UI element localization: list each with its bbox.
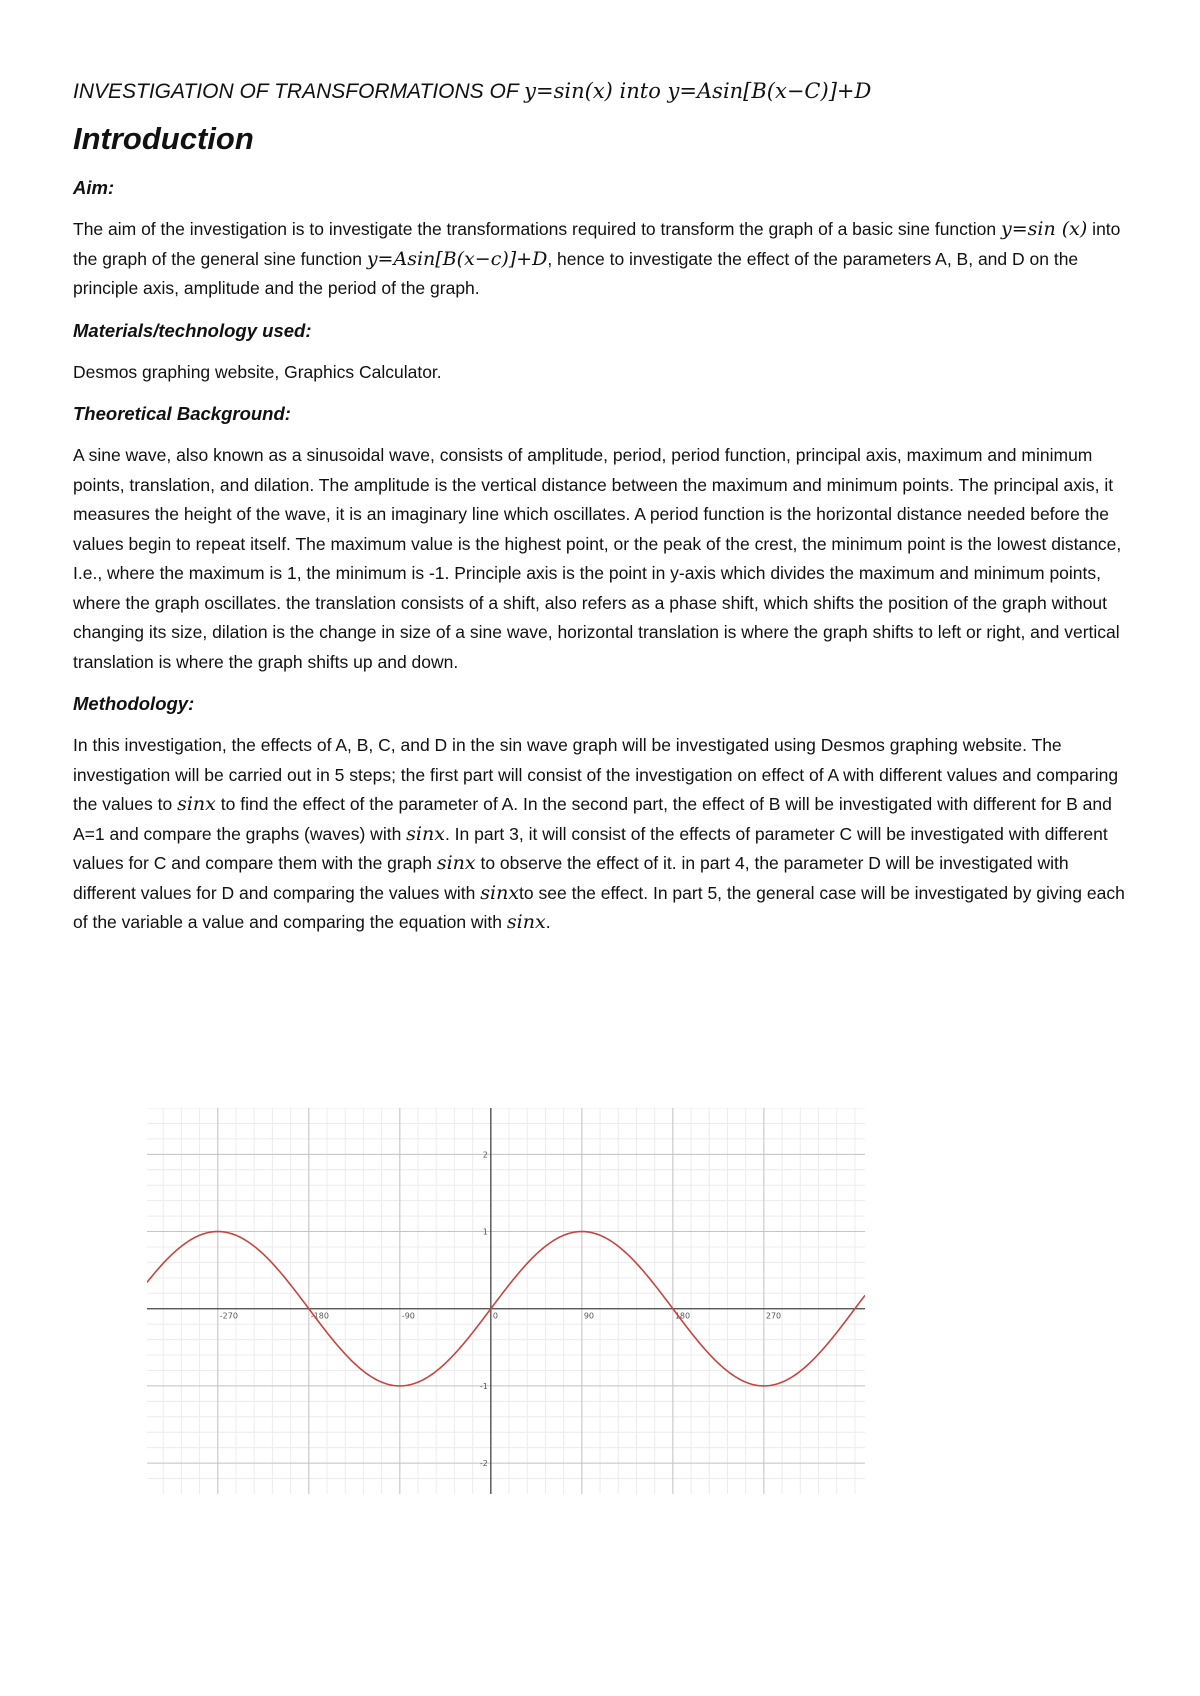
sinx-math-4: sinx	[480, 881, 520, 904]
title-text: INVESTIGATION OF TRANSFORMATIONS OF	[73, 80, 525, 103]
methodology-text-6: .	[545, 912, 551, 932]
methodology-text-4: to observe the effect of it. in part 4, the parameter D will be investigated with different values for D and comparing the values with	[73, 853, 1069, 903]
materials-heading: Materials/technology used:	[73, 319, 312, 341]
methodology-text-5: to see the effect. In part 5, the general case will be investigated by giving each of the variable a value and comparing the equation with	[73, 882, 1125, 932]
sinx-math-1: sinx	[177, 793, 216, 815]
methodology-paragraph	[73, 731, 1133, 938]
aim-equation-general: y=Asin[B(x−c)]+D	[366, 247, 548, 270]
theory-paragraph: A sine wave, also known as a sinusoidal wave, consists of amplitude, period, period function, principal axis, maximum and minimum points, translation, and dilation. The amplitude is the vertical distance between the maximum and minimum points. The principal axis, it measures the height of the wave, it is an imaginary line which oscillates. A period function is the horizontal distance needed before the values begin to repeat itself. The maximum value is the highest point, or the peak of the crest, the minimum point is the lowest distance, I.e., where the maximum is 1, the minimum is -1. Principle axis is the point in y-axis which divides the maximum and minimum points, where the graph oscillates. the translation consists of a shift, also refers as a phase shift, which shifts the position of the graph without changing its size, dilation is the change in size of a sine wave, horizontal translation is where the graph shifts to left or right, and vertical translation is where the graph shifts up and down.	[73, 445, 1122, 672]
sine-graph	[147, 1108, 865, 1494]
aim-text-3: , hence to investigate the effect of the parameters A, B, and D on the principle axis, amplitude and the period of the graph.	[73, 248, 1079, 298]
sinx-math-3: sinx	[436, 852, 476, 874]
title-equation: y=sin(x) into y=Asin[B(x−C)]+D	[524, 79, 872, 103]
aim-text-1: The aim of the investigation is to investigate the transformations required to transform the graph of a basic sine function	[73, 219, 1001, 239]
methodology-text-2: to find the effect of the parameter of A. In the second part, the effect of B will be investigated with different for B and A=1 and compare the graphs (waves) with	[73, 794, 1112, 844]
y-tick-label: 1	[482, 1227, 488, 1237]
introduction-heading: Introduction	[73, 121, 254, 156]
x-tick-label: -270	[219, 1311, 238, 1321]
x-tick-label: 0	[492, 1311, 498, 1321]
x-tick-label: 180	[674, 1311, 691, 1321]
x-tick-label: 90	[583, 1311, 595, 1321]
document-page	[73, 72, 1133, 952]
x-tick-label: -90	[401, 1311, 415, 1321]
theory-heading: Theoretical Background:	[73, 403, 291, 424]
document-title	[73, 72, 1133, 111]
methodology-text-1: In this investigation, the effects of A, B, C, and D in the sin wave graph will be investigated using Desmos graphing website. The investigation will be carried out in 5 steps; the first part will consist of the investigation on effect of A with different values and comparing the values to	[73, 735, 1119, 814]
x-tick-label: 270	[765, 1311, 782, 1321]
sine-graph-svg	[147, 1108, 865, 1494]
sinx-math-5: sinx	[506, 911, 546, 933]
methodology-text-3: . In part 3, it will consist of the effects of parameter C will be investigated with different values for C and compare them with the graph	[73, 823, 1108, 873]
x-tick-label: -180	[310, 1311, 329, 1321]
aim-paragraph	[73, 215, 1133, 304]
y-tick-label: -1	[479, 1381, 488, 1391]
aim-equation-basic: y=sin (x)	[1001, 218, 1088, 240]
y-tick-label: 2	[482, 1150, 488, 1160]
sinx-math-2: sinx	[406, 822, 445, 845]
aim-heading: Aim:	[73, 177, 115, 198]
materials-paragraph: Desmos graphing website, Graphics Calculator.	[73, 361, 442, 382]
aim-text-2: into the graph of the general sine function	[73, 219, 1121, 269]
methodology-heading: Methodology:	[73, 693, 195, 714]
y-tick-label: -2	[479, 1459, 488, 1469]
